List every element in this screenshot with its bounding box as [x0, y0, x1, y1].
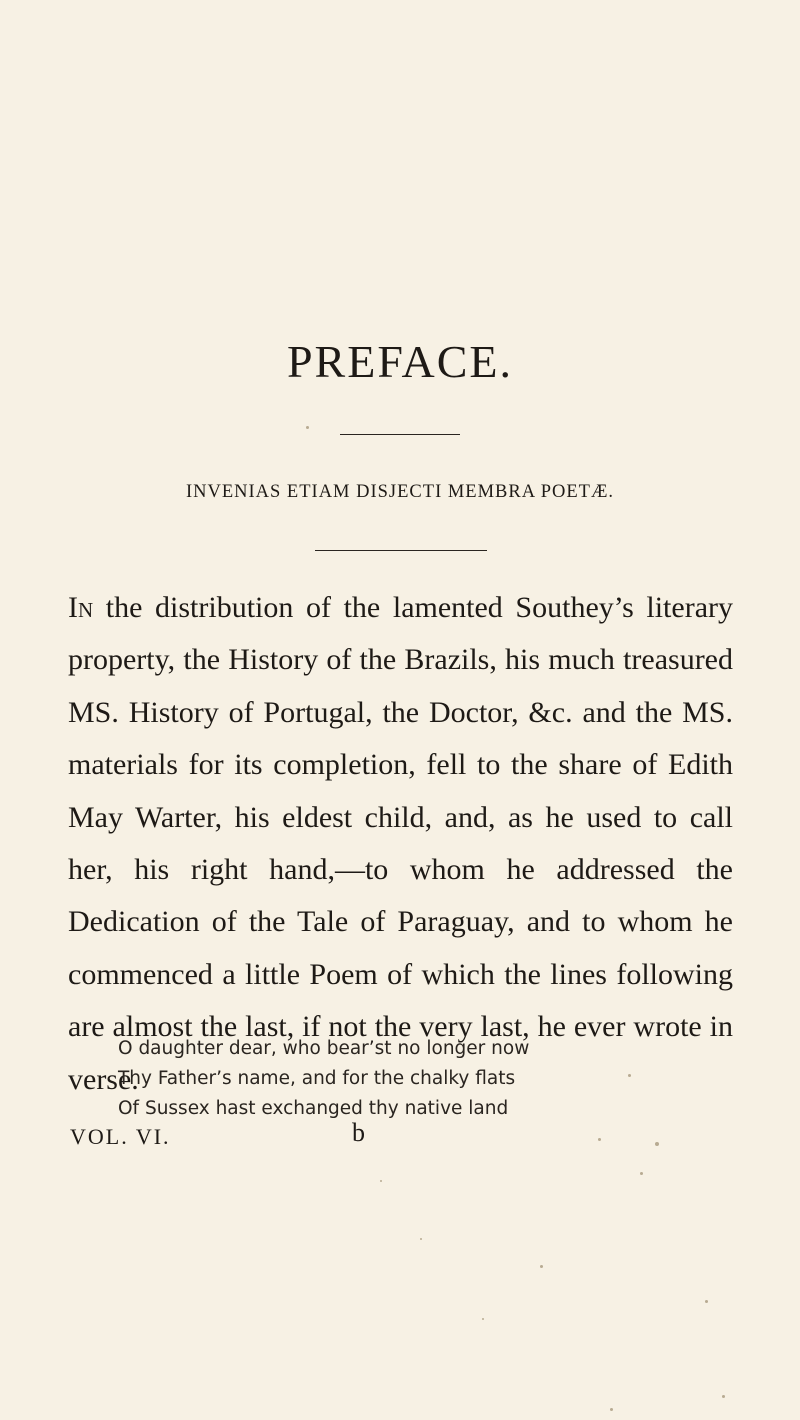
paper-speck [380, 1180, 382, 1182]
signature-mark: b [352, 1118, 365, 1147]
paper-speck [640, 1172, 643, 1175]
paper-speck [628, 1074, 631, 1077]
page-title: PREFACE. [286, 336, 514, 387]
epigraph: INVENIAS ETIAM DISJECTI MEMBRA POETÆ. [185, 482, 615, 502]
verse-block [118, 1034, 529, 1124]
verse-line: Thy Father’s name, and for the chalky flats [118, 1068, 516, 1089]
epigraph-rule [315, 550, 487, 551]
paper-speck [540, 1265, 543, 1268]
paper-speck [705, 1300, 708, 1303]
paragraph-body: the distribution of the lamented Southey’s literary property, the History of the Brazils, his much treasured MS. History of Portugal, the Doctor, &c. and the MS. materials for its completion, fell to the share of Edith May Warter, his eldest child, and, as he used to call her, his right hand,—to whom he addressed the Dedication of the Tale of Paraguay, and to whom he commenced a little Poem of which the lines following are almost the last, if not the very last, he ever wrote in verse. [68, 591, 733, 1096]
verse-line: Of Sussex hast exchanged thy native land [118, 1098, 509, 1119]
paper-speck [306, 426, 309, 429]
title-rule [340, 434, 460, 435]
paper-speck [598, 1138, 601, 1141]
verse-line: O daughter dear, who bear’st no longer now [118, 1038, 530, 1059]
paper-speck [655, 1142, 659, 1146]
volume-label: VOL. VI. [70, 1124, 171, 1149]
paper-speck [482, 1318, 484, 1320]
paragraph-lead-word: In [68, 591, 94, 624]
paper-speck [722, 1395, 725, 1398]
paper-speck [420, 1238, 422, 1240]
paper-speck [610, 1408, 613, 1411]
preface-paragraph [68, 582, 733, 1106]
